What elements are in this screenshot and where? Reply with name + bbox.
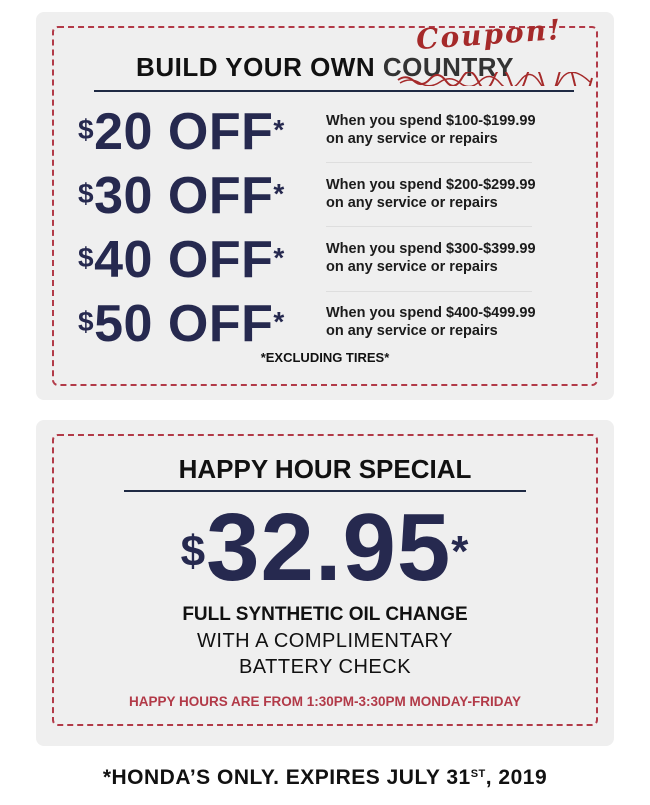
service-name: FULL SYNTHETIC OIL CHANGE <box>182 604 468 625</box>
offer-description: When you spend $200-$299.99 on any service or repairs <box>326 177 536 211</box>
exclusion-note: *EXCLUDING TIRES* <box>260 350 390 365</box>
title-underline <box>94 90 574 92</box>
title-scribbled-word: COUNTRY <box>382 52 514 82</box>
offer-amount: $50 OFF* <box>78 295 285 353</box>
offer-row <box>78 168 578 230</box>
offer-description: When you spend $100-$199.99 on any service or repairs <box>326 113 536 147</box>
title-underline <box>124 490 526 492</box>
offer-amount: $40 OFF* <box>78 231 285 289</box>
title-main: BUILD YOUR OWN <box>136 52 376 82</box>
offer-row <box>78 296 578 358</box>
coupon-stamp: Coupon! <box>414 12 563 57</box>
coupon-card-happy-hour <box>36 420 614 746</box>
offer-description: When you spend $400-$499.99 on any service or repairs <box>326 305 536 339</box>
offer-separator <box>326 226 532 227</box>
special-price: $32.95* <box>180 494 470 601</box>
offer-separator <box>326 162 532 163</box>
scribble-strikethrough-icon <box>396 72 596 86</box>
coupon-title: HAPPY HOUR SPECIAL <box>178 454 472 484</box>
offer-amount: $30 OFF* <box>78 167 285 225</box>
offer-amount: $20 OFF* <box>78 103 285 161</box>
happy-hours-note: HAPPY HOURS ARE FROM 1:30PM-3:30PM MONDAY-FRIDAY <box>128 694 522 709</box>
offer-description: When you spend $300-$399.99 on any service or repairs <box>326 241 536 275</box>
offer-row <box>78 232 578 294</box>
fine-print-footer: *HONDA’S ONLY. EXPIRES JULY 31ST, 2019 <box>102 766 548 789</box>
service-extra-line: WITH A COMPLIMENTARY <box>197 630 453 652</box>
offer-row <box>78 104 578 166</box>
service-extra-line: BATTERY CHECK <box>238 656 412 678</box>
coupon-card-discounts <box>36 12 614 400</box>
offer-separator <box>326 291 532 292</box>
